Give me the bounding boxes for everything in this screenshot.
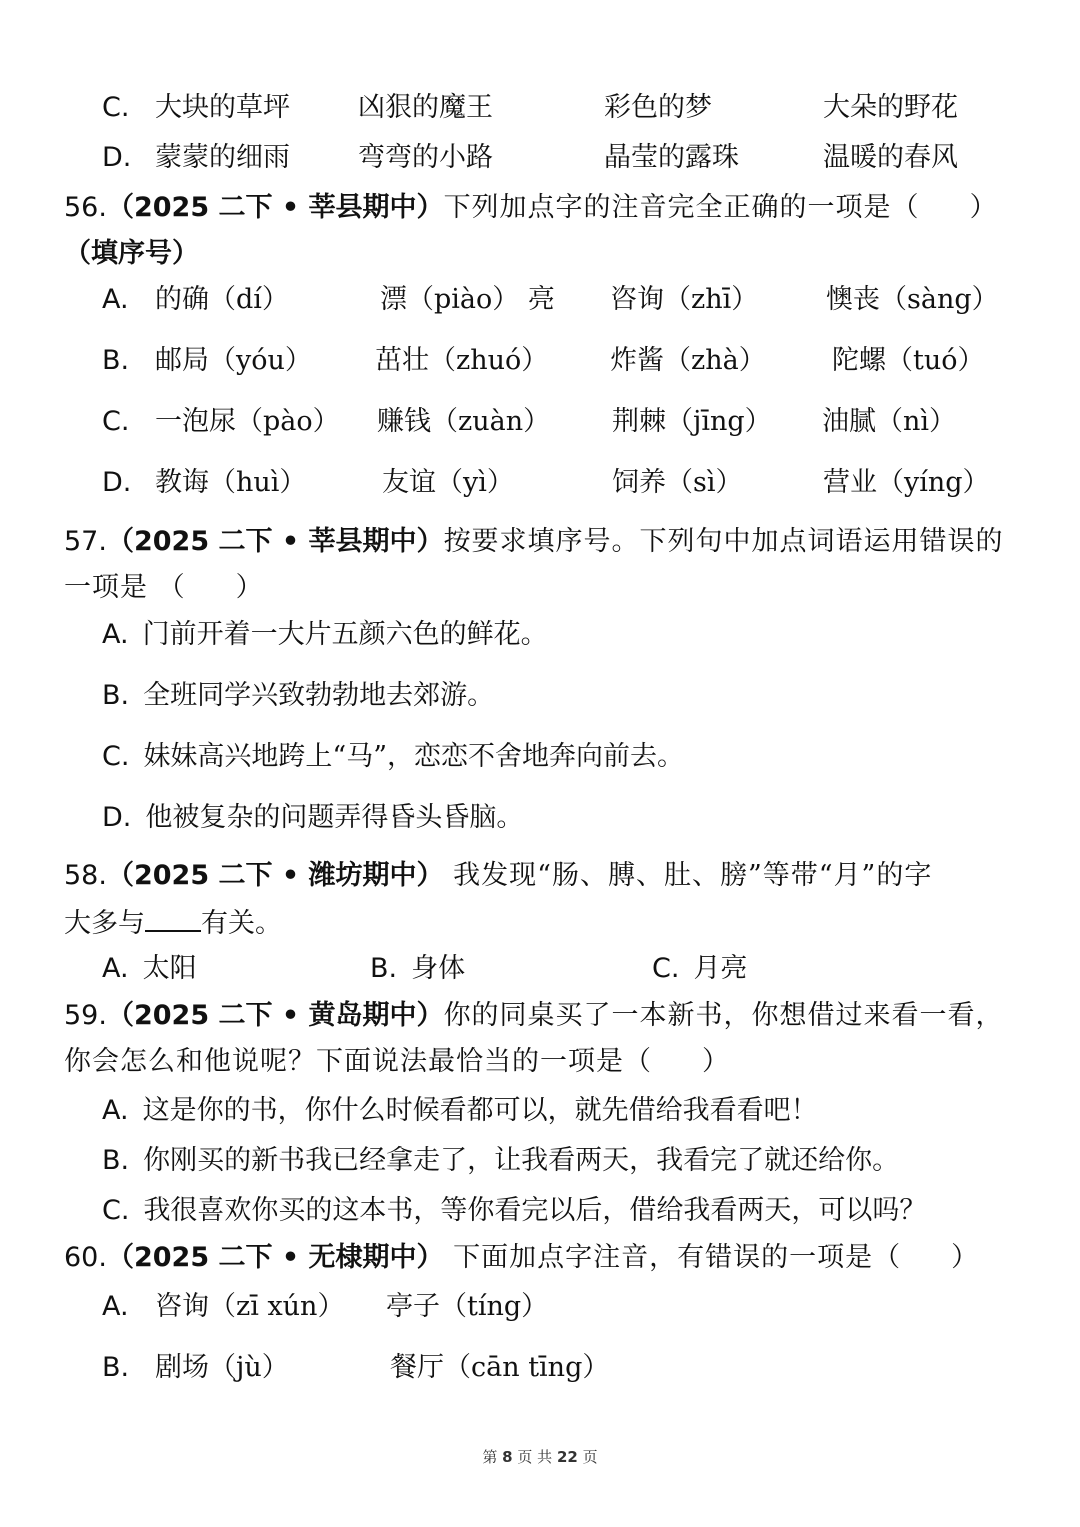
option-item: 荆棘（jīng） <box>612 406 772 437</box>
page-footer <box>0 1446 1080 1467</box>
option-item: 的确（dí） <box>155 284 289 315</box>
option-text: 门前开着一大片五颜六色的鲜花。 <box>142 619 548 650</box>
q58-option-c[interactable] <box>652 951 747 987</box>
question-text-cont: 有关。 <box>201 908 282 939</box>
fill-blank[interactable] <box>145 904 201 932</box>
option-label: D. <box>102 467 132 498</box>
close-paren: ） <box>235 572 263 603</box>
option-item: 邮局（yóu） <box>155 345 312 376</box>
option-text: 这是你的书，你什么时候看都可以，就先借给我看看吧！ <box>142 1095 818 1126</box>
footer-text: 第 <box>482 1448 498 1466</box>
option-label: B. <box>102 1145 130 1176</box>
option-text: 月亮 <box>693 953 748 984</box>
option-item: 咨询（zhī） <box>610 284 759 315</box>
word: 弯弯的小路 <box>358 142 493 173</box>
option-label: A. <box>102 953 129 984</box>
question-number: 59. <box>64 1000 107 1031</box>
word: 温暖的春风 <box>823 142 958 173</box>
option-item: 漂（piào） 亮 <box>380 284 555 315</box>
question-number: 57. <box>64 526 107 557</box>
page-total: 22 <box>556 1448 578 1466</box>
option-text: 身体 <box>411 953 466 984</box>
word: 大朵的野花 <box>823 92 958 123</box>
question-source: （2025 二下 • 潍坊期中） <box>106 860 444 891</box>
option-item: 营业（yíng） <box>823 467 990 498</box>
option-text: 你刚买的新书我已经拿走了，让我看两天，我看完了就还给你。 <box>143 1145 900 1176</box>
close-paren: ） <box>702 1046 729 1077</box>
question-source: （2025 二下 • 莘县期中） <box>106 192 444 223</box>
option-item: 亭子（tíng） <box>386 1291 549 1322</box>
option-label: D. <box>102 802 132 833</box>
option-label: C. <box>102 1195 130 1226</box>
option-label: A. <box>102 1095 129 1126</box>
option-item: 友谊（yì） <box>382 467 514 498</box>
option-label: C. <box>102 741 130 772</box>
word: 凶狠的魔王 <box>358 92 493 123</box>
option-label: C. <box>652 953 680 984</box>
option-label: A. <box>102 284 129 315</box>
footer-text: 页 <box>582 1448 598 1466</box>
word: 大块的草坪 <box>155 92 290 123</box>
question-number: 56. <box>64 192 107 223</box>
word: 晶莹的露珠 <box>604 142 739 173</box>
question-note: （填序号） <box>64 238 199 269</box>
question-text: 下面加点字注音，有错误的一项是（ <box>443 1242 902 1273</box>
option-item: 赚钱（zuàn） <box>377 406 551 437</box>
question-text: 我发现“肠、膊、肚、膀”等带“月”的字 <box>443 860 933 891</box>
question-source: （2025 二下 • 无棣期中） <box>106 1242 444 1273</box>
option-label: D. <box>102 142 132 173</box>
option-item: 炸酱（zhà） <box>610 345 766 376</box>
question-text-cont: 一项是 （ <box>64 572 186 603</box>
option-text: 太阳 <box>142 953 197 984</box>
q58-option-a[interactable] <box>102 951 197 987</box>
close-paren: ） <box>951 1242 979 1273</box>
question-text-cont: 你会怎么和他说呢？下面说法最恰当的一项是（ <box>64 1046 652 1077</box>
option-item: 茁壮（zhuó） <box>375 345 549 376</box>
question-source: （2025 二下 • 莘县期中） <box>106 526 444 557</box>
option-item: 懊丧（sàng） <box>826 284 999 315</box>
option-label: C. <box>102 92 130 123</box>
option-label: C. <box>102 406 130 437</box>
question-number: 60. <box>64 1242 107 1273</box>
option-label: B. <box>102 345 130 376</box>
option-label: B. <box>102 1352 130 1383</box>
close-paren: ） <box>969 192 997 223</box>
question-number: 58. <box>64 860 107 891</box>
option-item: 油腻（nì） <box>822 406 957 437</box>
question-text: 下列加点字的注音完全正确的一项是（ <box>443 192 920 223</box>
option-item: 咨询（zī xún） <box>155 1291 345 1322</box>
option-item: 餐厅（cān tīng） <box>390 1352 610 1383</box>
word: 蒙蒙的细雨 <box>155 142 290 173</box>
word: 彩色的梦 <box>604 92 712 123</box>
option-text: 全班同学兴致勃勃地去郊游。 <box>143 680 495 711</box>
option-item: 剧场（jù） <box>155 1352 289 1383</box>
option-label: A. <box>102 619 129 650</box>
option-text: 他被复杂的问题弄得昏头昏脑。 <box>145 802 524 833</box>
option-label: B. <box>370 953 398 984</box>
page-number: 8 <box>502 1448 513 1466</box>
option-item: 一泡尿（pào） <box>155 406 340 437</box>
option-item: 饲养（sì） <box>612 467 743 498</box>
q58-option-b[interactable] <box>370 951 465 987</box>
question-text: 按要求填序号。下列句中加点词语运用错误的 <box>443 526 1004 557</box>
option-item: 陀螺（tuó） <box>832 345 985 376</box>
question-text: 你的同桌买了一本新书，你想借过来看一看， <box>443 1000 1004 1031</box>
option-text: 妹妹高兴地跨上“马”，恋恋不舍地奔向前去。 <box>143 741 685 772</box>
option-text: 我很喜欢你买的这本书，等你看完以后，借给我看两天，可以吗？ <box>143 1195 927 1226</box>
question-text-cont: 大多与 <box>64 908 145 939</box>
option-label: A. <box>102 1291 129 1322</box>
footer-text: 页 共 <box>517 1448 553 1466</box>
question-source: （2025 二下 • 黄岛期中） <box>106 1000 444 1031</box>
option-label: B. <box>102 680 130 711</box>
option-item: 教诲（huì） <box>155 467 307 498</box>
